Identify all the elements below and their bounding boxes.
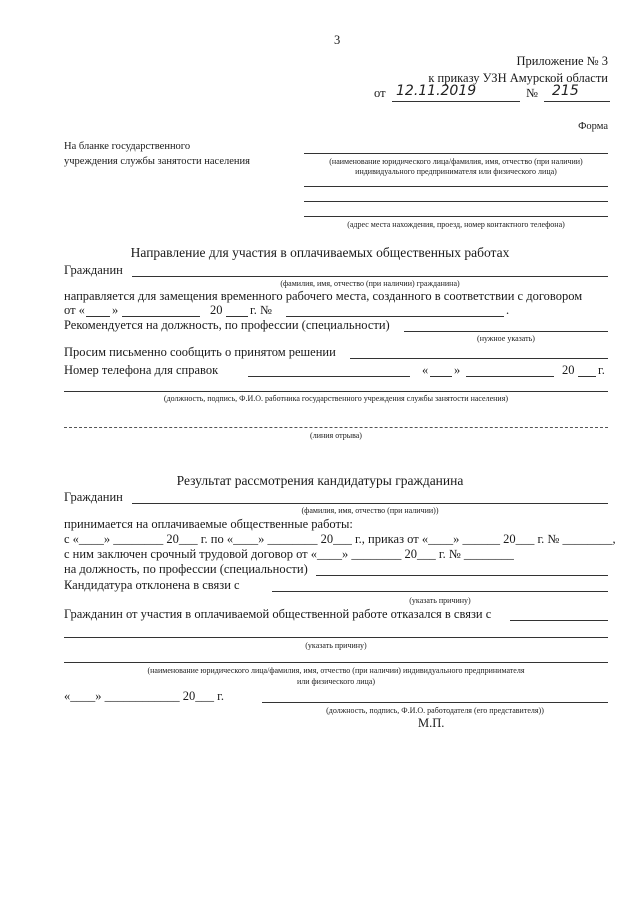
decision-field	[350, 358, 608, 359]
address-field	[304, 216, 608, 217]
tear-line	[64, 427, 608, 428]
employer-caption-1: (наименование юридического лица/фамилия, имя, отчество (при наличии)	[329, 157, 583, 166]
address-caption: (адрес места нахождения, проезд, номер контактного телефона)	[347, 220, 565, 229]
result-citizen-field	[132, 503, 608, 504]
appendix-title: Приложение № 3	[516, 54, 608, 68]
year-suffix: г. №	[250, 303, 272, 317]
phone-year-suffix: г.	[598, 363, 605, 377]
signature-field	[64, 391, 608, 392]
from-label: от	[374, 86, 386, 100]
form-label: Форма	[578, 121, 608, 132]
profession-text: на должность, по профессии (специальности)	[64, 562, 308, 576]
citizen-name-field	[132, 276, 608, 277]
phone-text: Номер телефона для справок	[64, 363, 219, 377]
phone-field	[248, 376, 410, 377]
period: .	[506, 303, 510, 317]
handwritten-date: 12.11.2019	[396, 83, 477, 99]
employer-line-3	[304, 201, 608, 202]
sent-text: направляется для замещения временного рабочего места, созданного в соответствии с договором	[64, 289, 583, 303]
refused-text: Гражданин от участия в оплачиваемой общественной работе отказался в связи с	[64, 607, 492, 621]
tear-caption: (линия отрыва)	[310, 431, 362, 440]
year-text: 20	[210, 303, 223, 317]
employer-name-field	[304, 153, 608, 154]
number-label: №	[526, 86, 538, 100]
profession-field	[316, 575, 608, 576]
needed-caption: (нужное указать)	[477, 334, 535, 343]
rejected-text: Кандидатура отклонена в связи с	[64, 578, 240, 592]
blank-line-2: учреждения службы занятости населения	[64, 156, 250, 167]
employer-sign-field	[262, 702, 608, 703]
refused-field-2	[64, 637, 608, 638]
position-field	[404, 331, 608, 332]
employer-line-2	[304, 186, 608, 187]
phone-quote-open: «	[422, 363, 429, 377]
rejected-field	[272, 591, 608, 592]
reason-caption-2: (указать причину)	[305, 641, 367, 650]
employer-caption-2: или физического лица)	[296, 677, 376, 686]
dates-line: с «____» ________ 20___ г. по «____» ________ 20___ г., приказ от «____» ______ 20___ г. № ________,	[64, 532, 616, 546]
signature-caption: (должность, подпись, Ф.И.О. работника государственного учреждения службы занятости населения)	[163, 394, 509, 403]
refused-field	[510, 620, 608, 621]
phone-year: 20	[562, 363, 575, 377]
citizen-label: Гражданин	[64, 263, 123, 277]
employer-caption-2: индивидуального предпринимателя или физического лица)	[355, 167, 557, 176]
handwritten-number: 215	[552, 83, 579, 99]
blank-line-1: На бланке государственного	[64, 141, 191, 152]
from-text: от «	[64, 303, 85, 317]
recommended-text: Рекомендуется на должность, по профессии (специальности)	[64, 318, 390, 332]
request-text: Просим письменно сообщить о принятом решении	[64, 345, 336, 359]
phone-quote-close: »	[454, 363, 461, 377]
employer-caption-1: (наименование юридического лица/фамилия, имя, отчество (при наличии) индивидуального предпринимателя	[147, 666, 525, 675]
contract-line: с ним заключен срочный трудовой договор от «____» ________ 20___ г. № ________	[64, 547, 514, 561]
accepted-text: принимается на оплачиваемые общественные работы:	[64, 517, 353, 531]
result-citizen-label: Гражданин	[64, 490, 123, 504]
appendix-order: к приказу УЗН Амурской области	[428, 71, 608, 85]
result-title: Результат рассмотрения кандидатуры гражданина	[176, 473, 464, 488]
employer-field	[64, 662, 608, 663]
sign-date: «____» ____________ 20___ г.	[64, 689, 224, 703]
result-citizen-caption: (фамилия, имя, отчество (при наличии))	[301, 506, 439, 515]
sign-caption: (должность, подпись, Ф.И.О. работодателя (его представителя))	[326, 706, 544, 715]
quote-close: »	[112, 303, 119, 317]
reason-caption: (указать причину)	[409, 596, 471, 605]
stamp-label: М.П.	[418, 716, 445, 730]
page-number: 3	[334, 33, 341, 47]
citizen-caption: (фамилия, имя, отчество (при наличии) гражданина)	[280, 279, 460, 288]
referral-title: Направление для участия в оплачиваемых общественных работах	[130, 245, 510, 260]
